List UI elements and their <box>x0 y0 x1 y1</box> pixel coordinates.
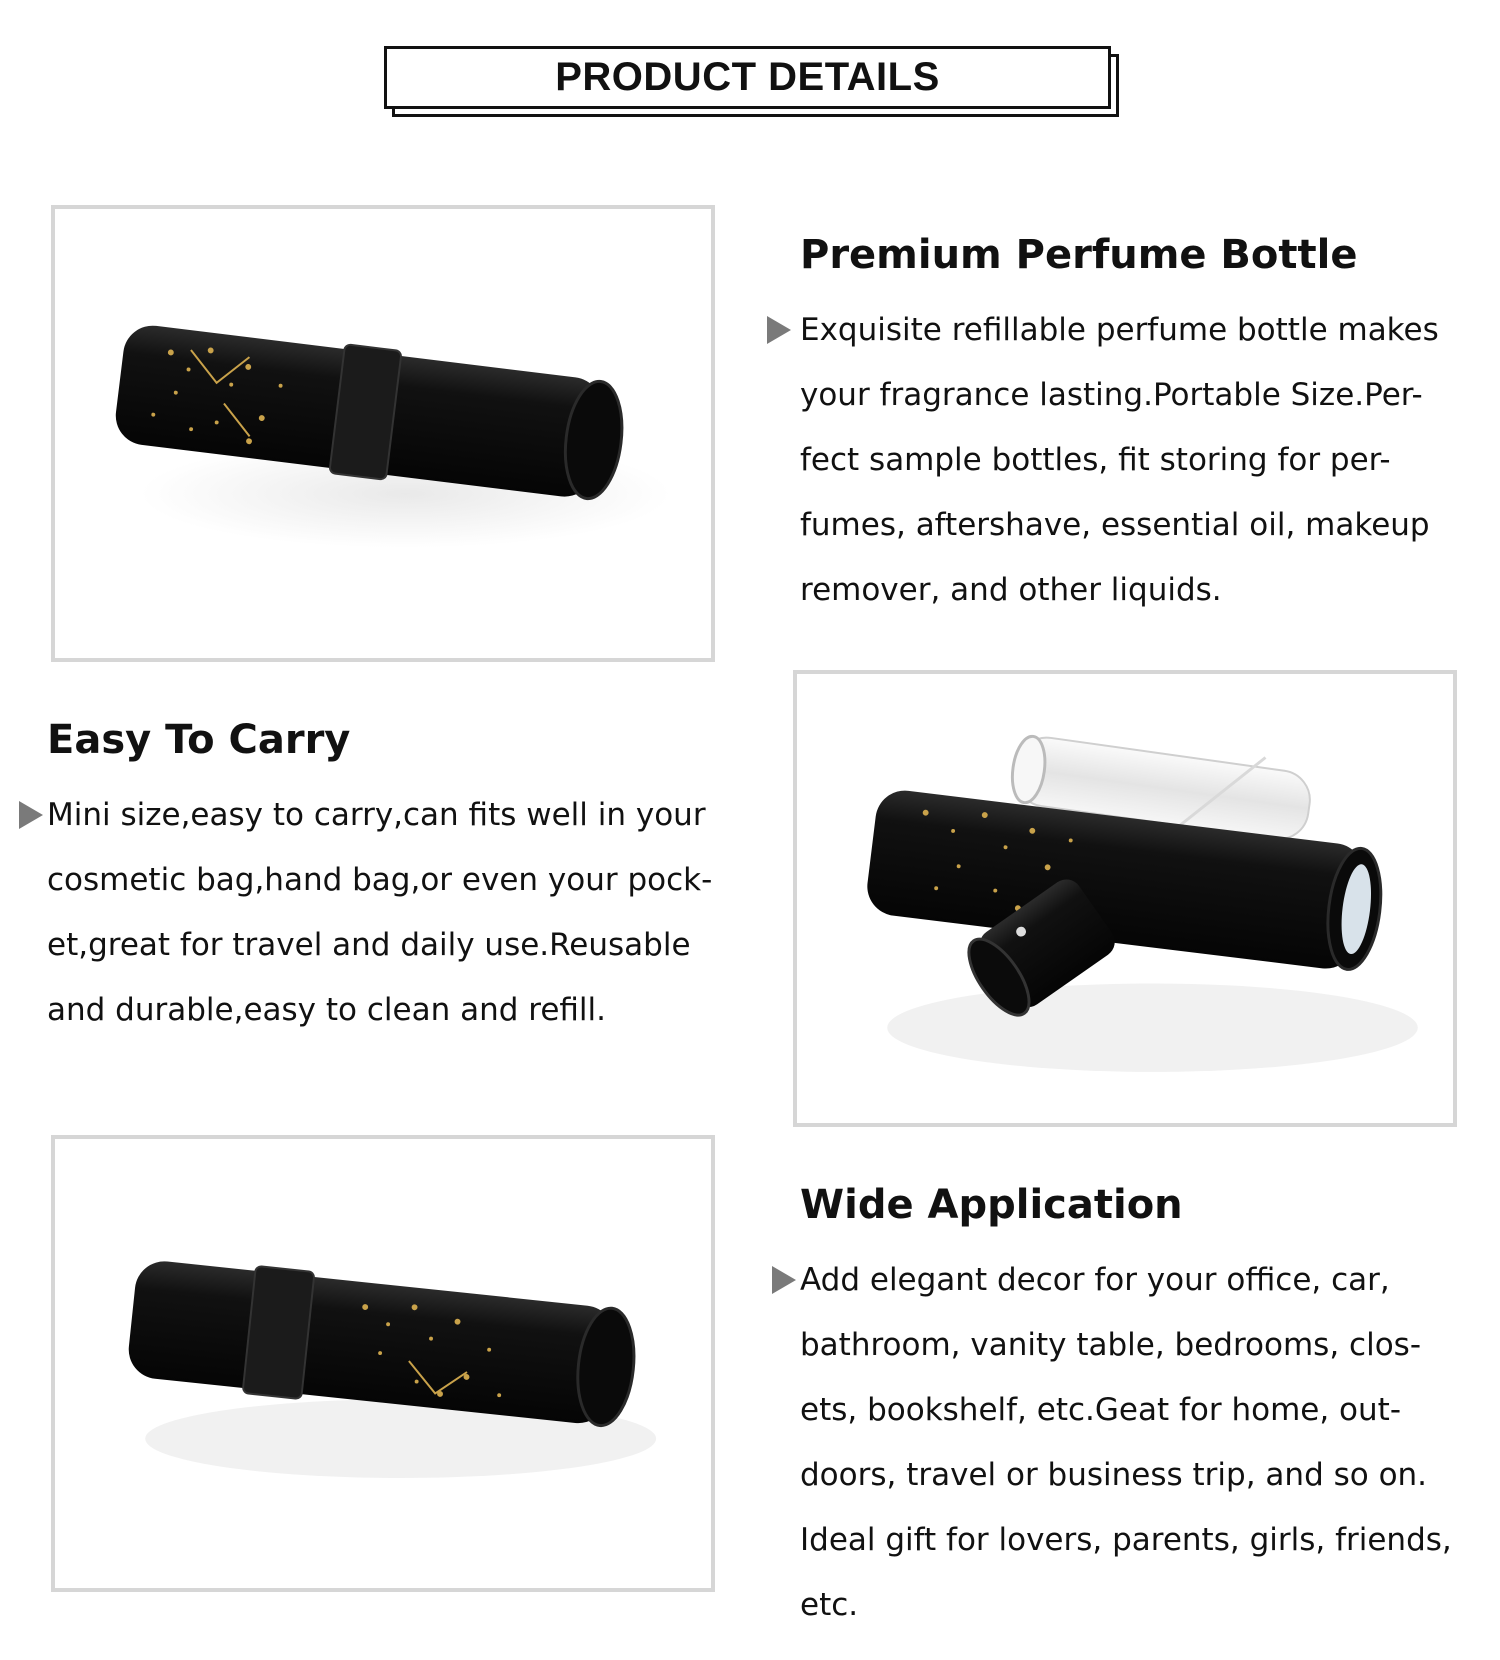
triangle-bullet-icon <box>767 316 791 344</box>
product-image-disassembled <box>793 670 1457 1127</box>
banner-box <box>384 46 1111 109</box>
section-line: Add elegant decor for your office, car, <box>800 1262 1390 1298</box>
product-image-side <box>51 1135 715 1592</box>
section-line: fumes, aftershave, essential oil, makeup <box>800 507 1430 543</box>
perfume-bottle-side-illustration <box>55 1139 711 1588</box>
section-line: remover, and other liquids. <box>800 572 1222 608</box>
section-body <box>800 298 1480 623</box>
section-premium-perfume-bottle <box>800 230 1480 623</box>
section-line: fect sample bottles, fit storing for per- <box>800 442 1391 478</box>
section-line: Mini size,easy to carry,can fits well in your <box>47 797 706 833</box>
section-line: Ideal gift for lovers, parents, girls, friends, <box>800 1522 1452 1558</box>
section-easy-to-carry <box>47 715 727 1043</box>
section-title: Wide Application <box>800 1182 1183 1228</box>
section-body <box>800 1248 1490 1638</box>
section-wide-application <box>800 1180 1490 1638</box>
section-line: etc. <box>800 1587 859 1623</box>
perfume-bottle-parts-illustration <box>797 674 1453 1123</box>
perfume-bottle-illustration <box>55 209 711 658</box>
section-line: cosmetic bag,hand bag,or even your pock- <box>47 862 713 898</box>
triangle-bullet-icon <box>772 1266 796 1294</box>
section-title: Premium Perfume Bottle <box>800 232 1358 278</box>
section-line: bathroom, vanity table, bedrooms, clos- <box>800 1327 1421 1363</box>
section-body <box>47 783 727 1043</box>
section-line: ets, bookshelf, etc.Geat for home, out- <box>800 1392 1402 1428</box>
section-line: et,great for travel and daily use.Reusable <box>47 927 691 963</box>
section-line: Exquisite refillable perfume bottle makes <box>800 312 1439 348</box>
section-title: Easy To Carry <box>47 717 351 763</box>
product-image-closed <box>51 205 715 662</box>
section-line: doors, travel or business trip, and so on. <box>800 1457 1428 1493</box>
triangle-bullet-icon <box>19 801 43 829</box>
page-title: PRODUCT DETAILS <box>555 55 940 99</box>
header-banner <box>384 46 1111 109</box>
section-line: and durable,easy to clean and refill. <box>47 992 606 1028</box>
section-line: your fragrance lasting.Portable Size.Per- <box>800 377 1423 413</box>
